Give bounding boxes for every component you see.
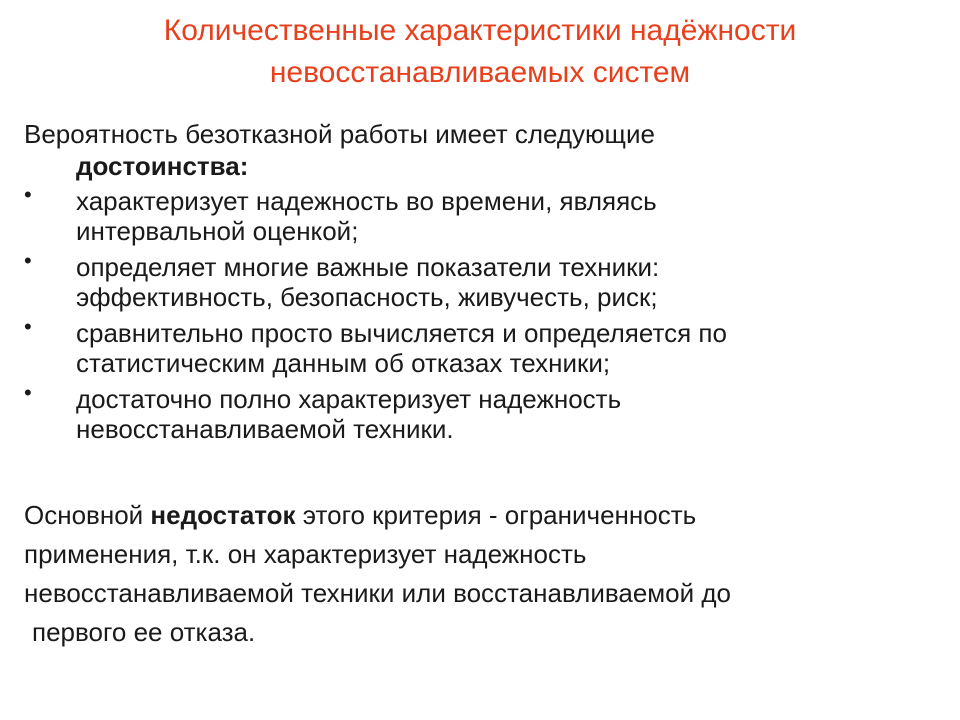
bullet-line-2: невосстанавливаемой техники. [76, 414, 454, 444]
bullet-line-1: сравнительно просто вычисляется и определяется по [76, 318, 727, 348]
slide-title-line-2: невосстанавливаемых систем [269, 56, 691, 89]
list-item [24, 248, 944, 312]
bullet-icon: • [24, 380, 32, 405]
conclusion-line-3: невосстанавливаемой техники или восстанавливаемой до [24, 578, 732, 608]
list-item [24, 314, 944, 378]
conclusion-line-4: первого ее отказа. [32, 617, 256, 647]
bullet-line-1: характеризует надежность во времени, являясь [76, 186, 657, 216]
bullet-line-1: достаточно полно характеризует надежность [76, 384, 622, 414]
bullet-icon: • [24, 182, 32, 207]
conclusion-emphasis: недостаток [150, 500, 296, 530]
conclusion-line-1 [24, 496, 731, 535]
intro-text: Вероятность безотказной работы имеет следующие [24, 119, 655, 149]
list-item [24, 182, 944, 246]
slide-title-line-1: Количественные характеристики надёжности [163, 14, 797, 47]
slide-title [0, 10, 960, 94]
bullet-icon: • [24, 248, 32, 273]
advantages-list [24, 182, 944, 450]
bullet-icon: • [24, 314, 32, 339]
conclusion-paragraph [24, 496, 731, 652]
list-item [24, 380, 944, 444]
intro-paragraph [24, 118, 655, 182]
conclusion-line-1-rest: этого критерия - ограниченность [295, 500, 697, 530]
conclusion-prefix: Основной [24, 500, 151, 530]
bullet-line-1: определяет многие важные показатели техники: [76, 252, 660, 282]
bullet-line-2: интервальной оценкой; [76, 216, 359, 246]
bullet-line-2: статистическим данным об отказах техники; [76, 348, 611, 378]
intro-emphasis: достоинства: [76, 151, 249, 181]
bullet-line-2: эффективность, безопасность, живучесть, риск; [76, 282, 658, 312]
conclusion-line-2: применения, т.к. он характеризует надежность [24, 539, 587, 569]
